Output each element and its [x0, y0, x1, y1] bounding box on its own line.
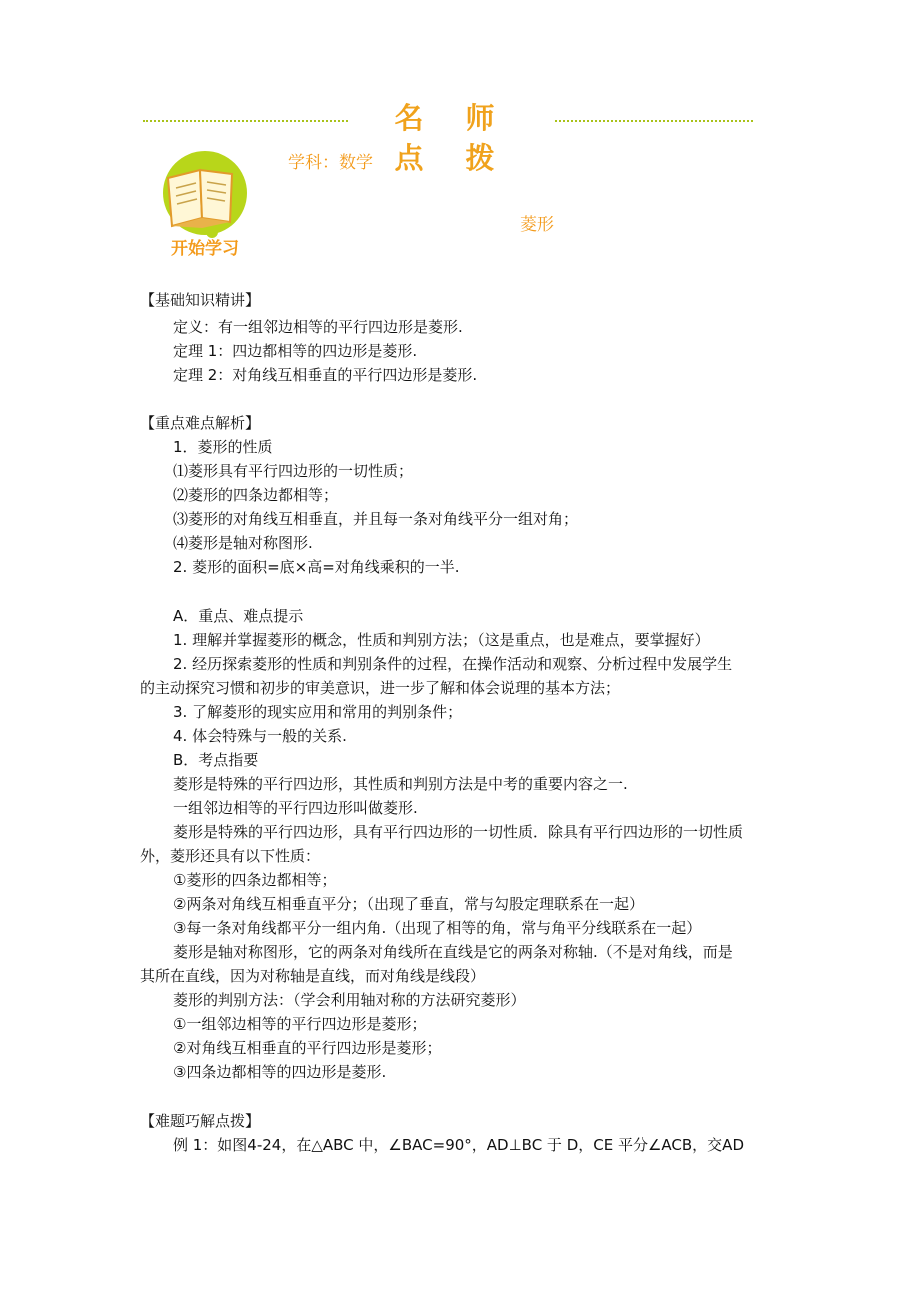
text-line: 1．菱形的性质 — [173, 438, 273, 456]
text-line: 菱形是特殊的平行四边形，具有平行四边形的一切性质．除具有平行四边形的一切性质 — [173, 823, 744, 841]
text-line: 的主动探究习惯和初步的审美意识，进一步了解和体会说理的基本方法； — [140, 679, 621, 697]
text-line: 菱形的判别方法：（学会利用轴对称的方法研究菱形） — [173, 991, 526, 1009]
text-line: 2. 菱形的面积=底×高=对角线乘积的一半. — [173, 558, 460, 576]
header-title: 名 师 点 拨 — [394, 101, 511, 175]
text-line: ③每一条对角线都平分一组内角.（出现了相等的角，常与角平分线联系在一起） — [173, 919, 702, 937]
text-line: A．重点、难点提示 — [173, 607, 304, 625]
text-line: 3. 了解菱形的现实应用和常用的判别条件； — [173, 703, 463, 721]
text-line: ②对角线互相垂直的平行四边形是菱形； — [173, 1039, 442, 1057]
book-start-learning-icon — [150, 148, 260, 260]
text-line: 4. 体会特殊与一般的关系. — [173, 727, 347, 745]
text-line: 【基础知识精讲】 — [140, 291, 261, 309]
text-line: ⑶菱形的对角线互相垂直，并且每一条对角线平分一组对角； — [173, 510, 579, 528]
text-line: ①一组邻边相等的平行四边形是菱形； — [173, 1015, 427, 1033]
text-line: ②两条对角线互相垂直平分；（出现了垂直，常与勾股定理联系在一起） — [173, 895, 644, 913]
text-line: 定理 1：四边都相等的四边形是菱形. — [173, 342, 418, 360]
text-line: B．考点指要 — [173, 751, 259, 769]
start-learning-badge-text: 开始学习 — [171, 239, 239, 259]
text-line: 【重点难点解析】 — [140, 414, 261, 432]
text-line: ⑴菱形具有平行四边形的一切性质； — [173, 462, 414, 480]
text-line: 菱形是特殊的平行四边形，其性质和判别方法是中考的重要内容之一. — [173, 775, 628, 793]
header-dotted-rule-left — [143, 120, 348, 122]
text-line: ⑷菱形是轴对称图形. — [173, 534, 313, 552]
text-line: 外，菱形还具有以下性质： — [140, 847, 321, 865]
text-line: ①菱形的四条边都相等； — [173, 871, 337, 889]
text-line: 【难题巧解点拨】 — [140, 1112, 261, 1130]
header-dotted-rule-right — [555, 120, 753, 122]
topic-title: 菱形 — [520, 215, 554, 235]
text-line: ③四条边都相等的四边形是菱形. — [173, 1063, 387, 1081]
text-line: 1. 理解并掌握菱形的概念，性质和判别方法；（这是重点，也是难点，要掌握好） — [173, 631, 710, 649]
text-line: 其所在直线，因为对称轴是直线，而对角线是线段） — [140, 967, 486, 985]
text-line: 例 1：如图4-24，在△ABC 中，∠BAC=90°，AD⊥BC 于 D，CE 平分∠ACB，交AD — [173, 1136, 744, 1154]
text-line: 2. 经历探索菱形的性质和判别条件的过程，在操作活动和观察、分析过程中发展学生 — [173, 655, 733, 673]
text-line: 菱形是轴对称图形，它的两条对角线所在直线是它的两条对称轴.（不是对角线，而是 — [173, 943, 733, 961]
text-line: 定理 2：对角线互相垂直的平行四边形是菱形. — [173, 366, 478, 384]
text-line: 一组邻边相等的平行四边形叫做菱形. — [173, 799, 418, 817]
text-line: 定义：有一组邻边相等的平行四边形是菱形. — [173, 318, 463, 336]
subject-label: 学科：数学 — [288, 153, 373, 173]
text-line: ⑵菱形的四条边都相等； — [173, 486, 339, 504]
